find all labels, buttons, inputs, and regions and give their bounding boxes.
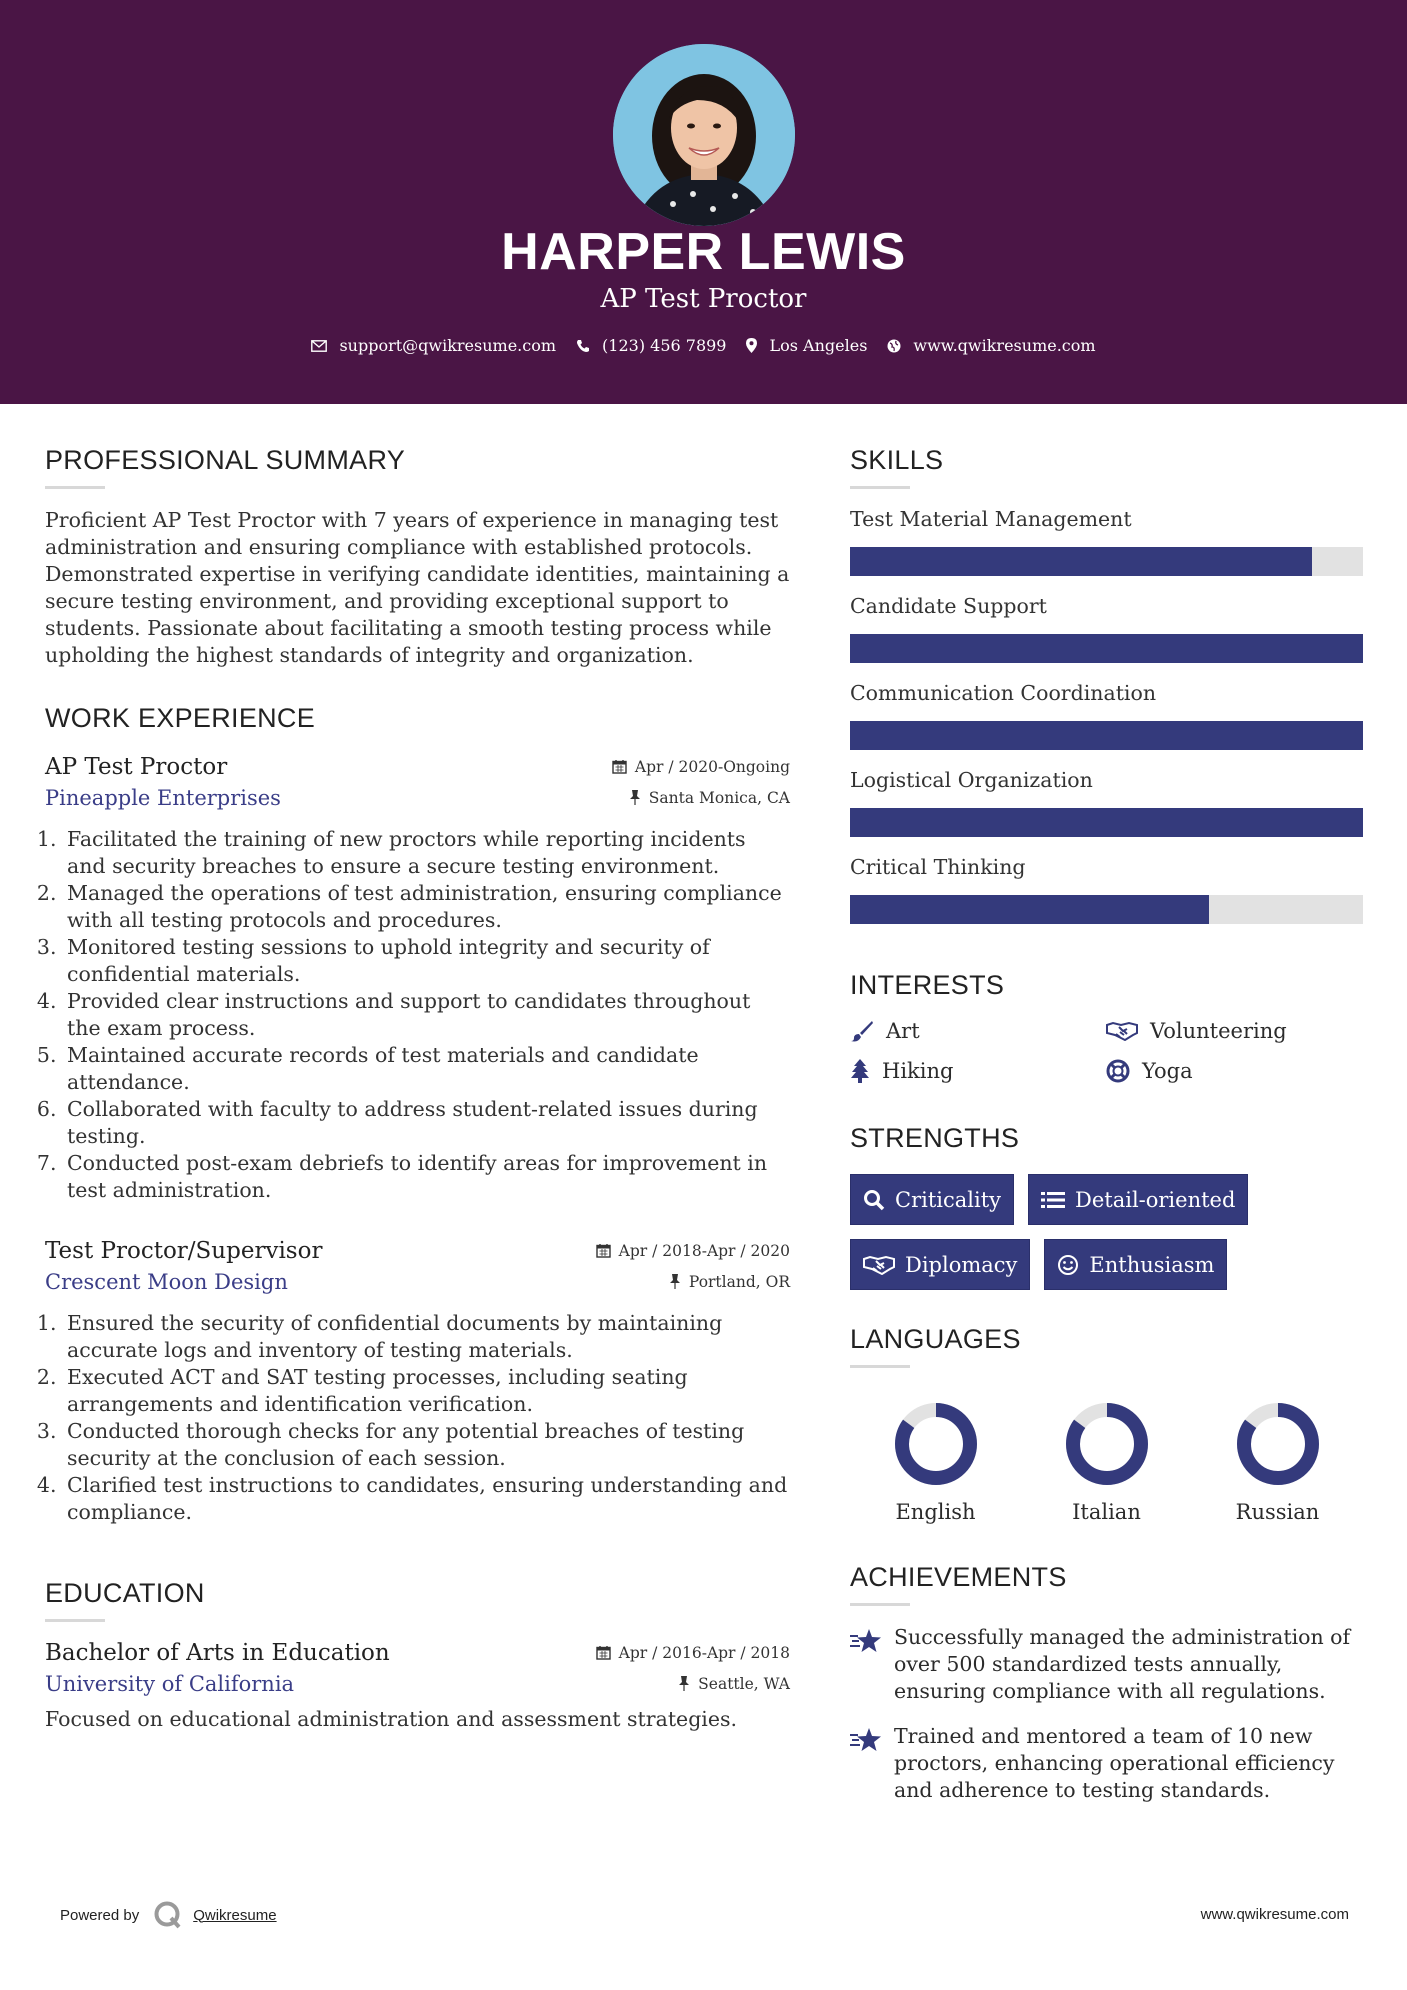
- list-item: 7. Conducted post-exam debriefs to identify areas for improvement in test administration.: [63, 1150, 790, 1204]
- skill-bar: [850, 634, 1363, 663]
- smile-icon: [1057, 1254, 1079, 1276]
- languages-section: [850, 1324, 1363, 1524]
- job-dates-text: Apr / 2018-Apr / 2020: [618, 1241, 790, 1260]
- job-title: Test Proctor/Supervisor: [45, 1238, 323, 1264]
- list-item: 1. Ensured the security of confidential documents by maintaining accurate logs and inventory of testing materials.: [63, 1310, 790, 1364]
- list-item: 6. Collaborated with faculty to address student-related issues during testing.: [63, 1096, 790, 1150]
- job-dates-text: Apr / 2020-Ongoing: [634, 757, 790, 776]
- search-icon: [863, 1189, 885, 1211]
- education-dates-text: Apr / 2016-Apr / 2018: [618, 1643, 790, 1662]
- interest-item: [850, 1059, 1106, 1083]
- education-section: [45, 1578, 790, 1733]
- strength-tag: [1044, 1239, 1227, 1290]
- job-entry: [45, 1238, 790, 1526]
- list-item: 4. Clarified test instructions to candidates, ensuring understanding and compliance.: [63, 1472, 790, 1526]
- strengths-heading: STRENGTHS: [850, 1123, 1020, 1153]
- contact-phone-text: (123) 456 7899: [602, 336, 727, 355]
- skill-bar-fill: [850, 547, 1312, 576]
- right-column: [850, 445, 1363, 1804]
- contact-location-text: Los Angeles: [769, 336, 868, 355]
- language-level-donut: [892, 1400, 980, 1488]
- left-column: [45, 445, 790, 1733]
- candidate-name: HARPER LEWIS: [501, 223, 906, 281]
- contact-email[interactable]: [311, 336, 556, 355]
- skill-label: Critical Thinking: [850, 855, 1026, 879]
- contact-bar: [0, 336, 1407, 355]
- job-title: AP Test Proctor: [45, 754, 228, 780]
- contact-phone[interactable]: [576, 336, 726, 355]
- list-item: 4. Provided clear instructions and support to candidates throughout the exam process.: [63, 988, 790, 1042]
- star-icon: [850, 1727, 882, 1753]
- resume-header: [0, 0, 1407, 404]
- achievement-text: Trained and mentored a team of 10 new proctors, enhancing operational efficiency and adherence to testing standards.: [894, 1724, 1335, 1802]
- skills-section: [850, 445, 1363, 924]
- skills-list: [850, 507, 1363, 924]
- job-location-text: Santa Monica, CA: [648, 788, 790, 807]
- job-dates: [596, 1242, 790, 1260]
- list-item: 3. Conducted thorough checks for any potential breaches of testing security at the conclusion of each session.: [63, 1418, 790, 1472]
- interest-item: [850, 1019, 1106, 1043]
- degree-title: Bachelor of Arts in Education: [45, 1640, 390, 1666]
- summary-text: Proficient AP Test Proctor with 7 years of experience in managing test administration and ensuring compliance with established protocols. Demonstrated expertise in verifying candidate identities, maintaining a secure testing environment, and providing exceptional support to students. Passionate about facilitating a smooth testing process while upholding the highest standards of integrity and organization.: [45, 508, 790, 667]
- job-dates: [612, 758, 790, 776]
- education-location-text: Seattle, WA: [698, 1674, 790, 1693]
- list-item: 5. Maintained accurate records of test materials and candidate attendance.: [63, 1042, 790, 1096]
- section-divider: [850, 1603, 910, 1606]
- life-ring-icon: [1106, 1059, 1130, 1083]
- footer-powered-by: [60, 1900, 277, 1930]
- strength-tag: [850, 1239, 1030, 1290]
- phone-icon: [576, 339, 590, 353]
- education-heading: EDUCATION: [45, 1578, 205, 1608]
- summary-heading: PROFESSIONAL SUMMARY: [45, 445, 406, 475]
- skill-label: Test Material Management: [850, 507, 1132, 531]
- interest-item: [1106, 1059, 1362, 1083]
- interests-heading: INTERESTS: [850, 970, 1005, 1000]
- interest-label: Hiking: [882, 1059, 954, 1083]
- paintbrush-icon: [850, 1020, 874, 1042]
- education-description: Focused on educational administration and assessment strategies.: [45, 1707, 738, 1731]
- section-divider: [850, 1365, 910, 1368]
- strengths-section: [850, 1123, 1363, 1290]
- achievements-heading: ACHIEVEMENTS: [850, 1562, 1067, 1592]
- strength-label: Criticality: [895, 1187, 1001, 1212]
- list-item: 2. Executed ACT and SAT testing processes, including seating arrangements and identification verification.: [63, 1364, 790, 1418]
- languages-list: [850, 1400, 1363, 1524]
- tree-icon: [850, 1059, 870, 1083]
- section-divider: [45, 486, 105, 489]
- envelope-icon: [311, 340, 327, 352]
- company-name: Pineapple Enterprises: [45, 786, 281, 810]
- handshake-icon: [1106, 1021, 1138, 1041]
- list-item: 3. Monitored testing sessions to uphold integrity and security of confidential materials.: [63, 934, 790, 988]
- list-item: 1. Facilitated the training of new proctors while reporting incidents and security breaches to ensure a secure testing environment.: [63, 826, 790, 880]
- language-item: [1192, 1400, 1363, 1524]
- handshake-icon: [863, 1255, 895, 1275]
- list-item: 2. Managed the operations of test administration, ensuring compliance with all testing protocols and procedures.: [63, 880, 790, 934]
- language-label: Italian: [1072, 1500, 1141, 1524]
- skill-label: Logistical Organization: [850, 768, 1093, 792]
- education-dates: [596, 1644, 790, 1662]
- skills-heading: SKILLS: [850, 445, 944, 475]
- calendar-icon: [596, 1645, 611, 1660]
- powered-by-label: Powered by: [60, 1906, 140, 1924]
- pushpin-icon: [678, 1676, 690, 1691]
- skill-bar: [850, 895, 1363, 924]
- brand-link[interactable]: Qwikresume: [193, 1906, 277, 1924]
- skill-bar: [850, 808, 1363, 837]
- skill-label: Candidate Support: [850, 594, 1047, 618]
- contact-website[interactable]: [887, 336, 1095, 355]
- skill-label: Communication Coordination: [850, 681, 1157, 705]
- section-divider: [45, 1619, 105, 1622]
- job-location: [629, 789, 790, 807]
- calendar-icon: [596, 1243, 611, 1258]
- strength-tag: [1028, 1174, 1248, 1225]
- language-item: [1021, 1400, 1192, 1524]
- experience-heading: WORK EXPERIENCE: [45, 703, 316, 733]
- company-name: Crescent Moon Design: [45, 1270, 288, 1294]
- interest-label: Yoga: [1142, 1059, 1193, 1083]
- skill-bar-fill: [850, 721, 1363, 750]
- school-name: University of California: [45, 1672, 295, 1696]
- list-icon: [1041, 1191, 1065, 1209]
- experience-section: [45, 703, 790, 1526]
- interests-section: [850, 970, 1363, 1083]
- skill-bar: [850, 547, 1363, 576]
- strength-tag: [850, 1174, 1014, 1225]
- interest-item: [1106, 1019, 1362, 1043]
- summary-section: [45, 445, 790, 669]
- strength-label: Enthusiasm: [1089, 1252, 1215, 1277]
- skill-bar-fill: [850, 895, 1209, 924]
- section-divider: [850, 486, 910, 489]
- language-level-donut: [1063, 1400, 1151, 1488]
- education-location: [678, 1675, 790, 1693]
- skill-bar-fill: [850, 808, 1363, 837]
- language-item: [850, 1400, 1021, 1524]
- language-label: English: [895, 1500, 976, 1524]
- calendar-icon: [612, 759, 627, 774]
- strength-label: Detail-oriented: [1075, 1187, 1236, 1212]
- footer-website[interactable]: www.qwikresume.com: [1200, 1906, 1349, 1923]
- skill-bar-fill: [850, 634, 1363, 663]
- achievement-text: Successfully managed the administration of over 500 standardized tests annually, ensuring compliance with all regulations.: [894, 1625, 1351, 1703]
- map-marker-icon: [746, 338, 757, 353]
- interest-label: Art: [886, 1019, 920, 1043]
- job-location: [669, 1273, 790, 1291]
- profile-photo: [613, 44, 795, 226]
- achievement-item: [850, 1723, 1363, 1804]
- qwikresume-logo-icon: [153, 1900, 183, 1930]
- achievement-item: [850, 1624, 1363, 1705]
- job-bullets: [45, 826, 790, 1204]
- skill-bar: [850, 721, 1363, 750]
- globe-icon: [887, 339, 901, 353]
- contact-website-text: www.qwikresume.com: [913, 336, 1096, 355]
- language-level-donut: [1234, 1400, 1322, 1488]
- job-location-text: Portland, OR: [688, 1272, 790, 1291]
- pushpin-icon: [629, 790, 641, 805]
- achievements-section: [850, 1562, 1363, 1804]
- contact-email-text: support@qwikresume.com: [339, 336, 557, 355]
- pushpin-icon: [669, 1274, 681, 1289]
- education-entry: [45, 1640, 790, 1733]
- candidate-title: AP Test Proctor: [600, 284, 807, 314]
- languages-heading: LANGUAGES: [850, 1324, 1021, 1354]
- job-entry: [45, 754, 790, 1204]
- interest-label: Volunteering: [1150, 1019, 1287, 1043]
- job-bullets: [45, 1310, 790, 1526]
- star-icon: [850, 1628, 882, 1654]
- contact-location: [746, 336, 867, 355]
- strength-label: Diplomacy: [905, 1252, 1018, 1277]
- language-label: Russian: [1235, 1500, 1320, 1524]
